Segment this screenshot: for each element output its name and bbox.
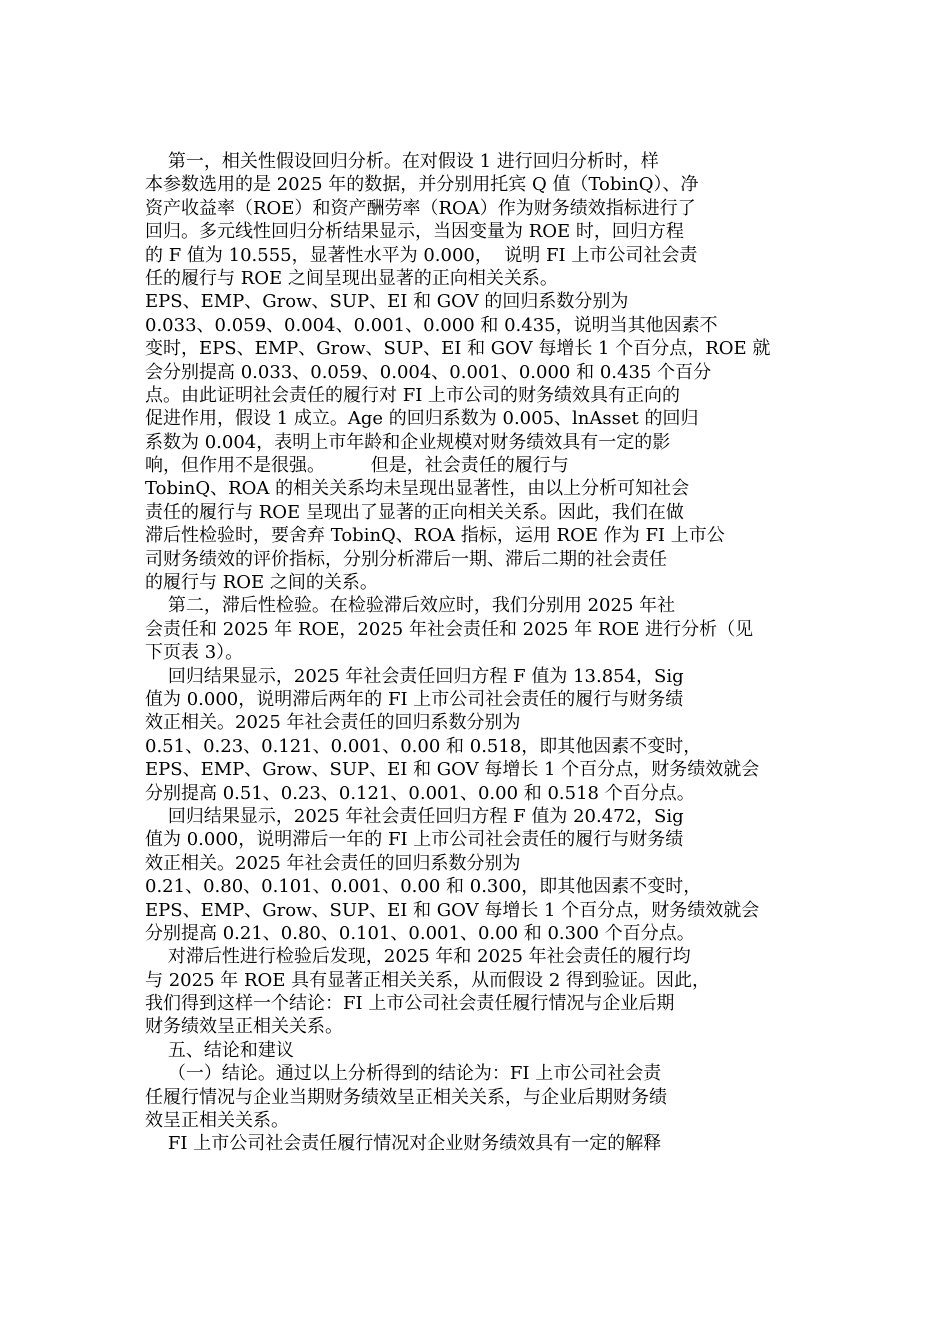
text-line: 效呈正相关关系。	[145, 1110, 289, 1132]
text-line: 与 2025 年 ROE 具有显著正相关关系，从而假设 2 得到验证。因此，	[145, 969, 711, 991]
text-line: EPS、EMP、Grow、SUP、EI 和 GOV 每增长 1 个百分点，财务绩效就会	[145, 899, 760, 921]
text-line: 回归。多元线性回归分析结果显示，当因变量为 ROE 时，回归方程	[145, 221, 684, 243]
body-text	[145, 150, 810, 1156]
text-line: 第二，滞后性检验。在检验滞后效应时，我们分别用 2025 年社	[145, 595, 676, 617]
text-line: EPS、EMP、Grow、SUP、EI 和 GOV 每增长 1 个百分点，财务绩效就会	[145, 759, 760, 781]
text-line: 值为 0.000，说明滞后两年的 FI 上市公司社会责任的履行与财务绩	[145, 688, 684, 710]
text-line: 响，但作用不是很强。 但是，社会责任的履行与	[145, 455, 569, 477]
text-line: 任履行情况与企业当期财务绩效呈正相关关系，与企业后期财务绩	[145, 1086, 667, 1108]
text-line: 滞后性检验时，要舍弃 TobinQ、ROA 指标，运用 ROE 作为 FI 上市公	[145, 525, 725, 547]
text-line: 的履行与 ROE 之间的关系。	[145, 572, 378, 594]
text-line: 系数为 0.004，表明上市年龄和企业规模对财务绩效具有一定的影	[145, 431, 671, 453]
text-line: TobinQ、ROA 的相关关系均未呈现出显著性，由以上分析可知社会	[145, 478, 690, 500]
text-line: 0.033、0.059、0.004、0.001、0.000 和 0.435，说明当其他因素不	[145, 314, 718, 336]
text-line: 促进作用，假设 1 成立。Age 的回归系数为 0.005、lnAsset 的回归	[145, 408, 699, 430]
text-line: 财务绩效呈正相关关系。	[145, 1016, 343, 1038]
text-line: 分别提高 0.51、0.23、0.121、0.001、0.00 和 0.518 个百分点。	[145, 782, 695, 804]
text-line: 0.21、0.80、0.101、0.001、0.00 和 0.300，即其他因素不变时，	[145, 876, 702, 898]
text-line: EPS、EMP、Grow、SUP、EI 和 GOV 的回归系数分别为	[145, 291, 629, 313]
text-line: 回归结果显示，2025 年社会责任回归方程 F 值为 20.472，Sig	[145, 805, 684, 827]
text-line: 变时，EPS、EMP、Grow、SUP、EI 和 GOV 每增长 1 个百分点，ROE 就	[145, 338, 771, 360]
text-line: 对滞后性进行检验后发现，2025 年和 2025 年社会责任的履行均	[145, 946, 691, 968]
text-line: 司财务绩效的评价指标，分别分析滞后一期、滞后二期的社会责任	[145, 548, 667, 570]
text-line: 责任的履行与 ROE 呈现出了显著的正向相关关系。因此，我们在做	[145, 501, 684, 523]
text-line: 的 F 值为 10.555，显著性水平为 0.000， 说明 FI 上市公司社会责	[145, 244, 698, 266]
text-line: 值为 0.000，说明滞后一年的 FI 上市公司社会责任的履行与财务绩	[145, 829, 684, 851]
text-line: 会分别提高 0.033、0.059、0.004、0.001、0.000 和 0.435 个百分	[145, 361, 712, 383]
text-line: 回归结果显示，2025 年社会责任回归方程 F 值为 13.854，Sig	[145, 665, 684, 687]
text-line: 0.51、0.23、0.121、0.001、0.00 和 0.518，即其他因素不变时，	[145, 735, 702, 757]
text-line: 效正相关。2025 年社会责任的回归系数分别为	[145, 852, 521, 874]
text-line: 下页表 3）。	[145, 642, 244, 664]
section-heading: 五、结论和建议	[145, 1039, 294, 1061]
text-line: 我们得到这样一个结论：FI 上市公司社会责任履行情况与企业后期	[145, 993, 675, 1015]
text-line: （一）结论。通过以上分析得到的结论为：FI 上市公司社会责	[145, 1063, 662, 1085]
text-line: 分别提高 0.21、0.80、0.101、0.001、0.00 和 0.300 个百分点。	[145, 922, 695, 944]
text-line: 会责任和 2025 年 ROE，2025 年社会责任和 2025 年 ROE 进行分析（见	[145, 618, 754, 640]
text-line: 任的履行与 ROE 之间呈现出显著的正向相关关系。	[145, 267, 558, 289]
text-line: 效正相关。2025 年社会责任的回归系数分别为	[145, 712, 521, 734]
text-line: 第一，相关性假设回归分析。在对假设 1 进行回归分析时，样	[145, 151, 659, 172]
text-line: FI 上市公司社会责任履行情况对企业财务绩效具有一定的解释	[145, 1133, 662, 1155]
text-line: 点。由此证明社会责任的履行对 FI 上市公司的财务绩效具有正向的	[145, 384, 681, 406]
text-line: 本参数选用的是 2025 年的数据，并分别用托宾 Q 值（TobinQ）、净	[145, 174, 699, 196]
text-line: 资产收益率（ROE）和资产酬劳率（ROA）作为财务绩效指标进行了	[145, 197, 696, 219]
